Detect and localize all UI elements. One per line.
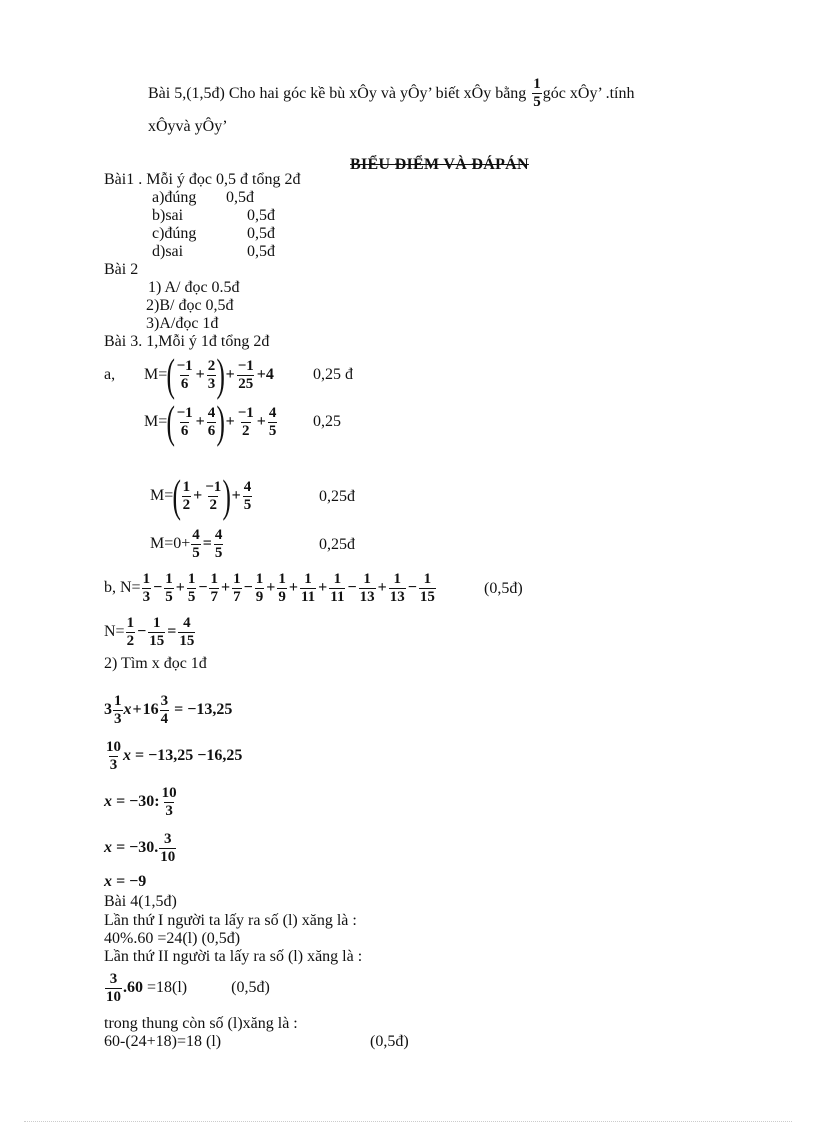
- plus-op: +: [220, 579, 231, 596]
- lparen: (: [166, 396, 176, 447]
- bai1-item-c: c)đúng: [152, 225, 197, 242]
- plus-op: +: [132, 701, 142, 718]
- plus-op: +: [256, 413, 266, 430]
- num: 3: [104, 701, 112, 718]
- frac: $\frac{-1}{25}$: [237, 357, 254, 392]
- frac: $\frac{1}{11}$: [330, 570, 345, 605]
- lparen: (: [166, 349, 176, 400]
- minus-op: −: [153, 579, 163, 596]
- result: −13,25 −16,25: [148, 747, 243, 764]
- bai1-title: Bài1 . Mỗi ý đọc 0,5 đ tổng 2đ: [104, 171, 301, 188]
- bai4-line5: trong thung còn số (l)xăng là :: [104, 1015, 298, 1032]
- problem5-line1: [148, 76, 634, 111]
- rest: =18(l) (0,5đ): [143, 979, 270, 996]
- bai4-line3: Lần thứ II người ta lấy ra số (l) xăng là :: [104, 948, 363, 965]
- result: −30.: [129, 839, 159, 856]
- result: −9: [129, 873, 147, 890]
- frac: $\frac{10}{3}$: [161, 784, 177, 819]
- score-a2: 0,25: [313, 413, 341, 430]
- frac: $\frac{1}{9}$: [255, 570, 264, 605]
- plus-op: +: [193, 487, 203, 504]
- m-label: M=: [144, 366, 168, 383]
- timx-eq5: [104, 873, 146, 891]
- frac: $\frac{1}{15}$: [149, 614, 165, 649]
- plus-op: +: [195, 366, 205, 383]
- bai3-a-label: a,: [104, 366, 116, 383]
- frac: $\frac{1}{2}$: [182, 478, 191, 513]
- frac: $\frac{4}{6}$: [207, 404, 216, 439]
- score-b: (0,5đ): [484, 580, 523, 597]
- b-label: b, N=: [104, 579, 141, 596]
- var-x: x: [123, 701, 132, 718]
- frac: $\frac{4}{15}$: [179, 614, 195, 649]
- plus-op: +: [195, 413, 205, 430]
- frac: $\frac{3}{10}$: [160, 830, 176, 865]
- frac: $\frac{1}{7}$: [210, 570, 218, 605]
- frac-den: 5: [533, 94, 541, 110]
- bai3-eq-a3: [150, 472, 253, 520]
- bai2-title: Bài 2: [104, 261, 139, 278]
- bai2-item-2: 2)B/ đọc 0,5đ: [146, 297, 234, 314]
- timx-title: 2) Tìm x đọc 1đ: [104, 655, 207, 672]
- timx-eq4: [104, 828, 177, 868]
- x-eq: x =: [104, 793, 126, 810]
- bai1-item-a: a)đúng: [152, 189, 197, 206]
- frac: $\frac{4}{5}$: [192, 526, 200, 561]
- plus-op: +: [377, 579, 387, 596]
- frac: $\frac{1}{11}$: [300, 570, 316, 605]
- problem5-line2: xÔyvà yÔy’: [148, 118, 228, 135]
- plus-op: +: [175, 579, 185, 596]
- frac: $\frac{1}{5}$: [187, 570, 196, 605]
- bai4-line6: 60-(24+18)=18 (l): [104, 1033, 222, 1050]
- bai4-line4: [104, 966, 270, 1010]
- bai3-eq-a1: [144, 351, 275, 399]
- score-a3: 0,25đ: [319, 488, 355, 505]
- rparen: ): [216, 396, 226, 447]
- rparen: ): [216, 349, 226, 400]
- x-eq: x =: [104, 873, 126, 890]
- frac: $\frac{1}{15}$: [419, 570, 435, 605]
- rparen: ): [222, 470, 232, 521]
- page-bottom-divider: [24, 1121, 792, 1122]
- problem5-fraction: [532, 76, 542, 111]
- bai1-item-d: d)sai: [152, 243, 184, 260]
- bai3-eq-n: [104, 610, 196, 654]
- bai1-score-d: 0,5đ: [247, 243, 275, 260]
- mid: .60: [123, 979, 143, 996]
- frac: $\frac{1}{13}$: [389, 570, 405, 605]
- bai2-item-3: 3)A/đọc 1đ: [146, 315, 219, 332]
- frac: $\frac{1}{3}$: [142, 570, 151, 605]
- frac: $\frac{-1}{2}$: [237, 404, 254, 439]
- plus-op: +: [266, 579, 276, 596]
- frac: $\frac{1}{7}$: [233, 570, 241, 605]
- frac: $\frac{3}{4}$: [160, 692, 169, 727]
- frac: $\frac{4}{5}$: [214, 526, 223, 561]
- bai3-eq-a2: [144, 398, 278, 446]
- minus-op: −: [407, 579, 417, 596]
- frac: $\frac{4}{5}$: [243, 478, 252, 513]
- result: −30:: [129, 793, 160, 810]
- num: 16: [142, 701, 159, 718]
- frac: $\frac{10}{3}$: [106, 738, 121, 773]
- n-label: N=: [104, 623, 125, 640]
- bai1-score-a: 0,5đ: [226, 189, 254, 206]
- lparen: (: [172, 470, 182, 521]
- bai4-title: Bài 4(1,5đ): [104, 893, 177, 910]
- minus-op: −: [137, 623, 147, 640]
- frac: $\frac{1}{13}$: [359, 570, 375, 605]
- minus-op: −: [198, 579, 208, 596]
- bai2-item-1: 1) A/ đọc 0.5đ: [148, 279, 240, 296]
- timx-eq2: [104, 736, 242, 776]
- plus-four: +4: [256, 366, 274, 383]
- x-eq: x =: [104, 839, 126, 856]
- frac: $\frac{1}{2}$: [126, 614, 135, 649]
- frac: $\frac{-1}{2}$: [205, 478, 222, 513]
- frac: $\frac{2}{3}$: [207, 357, 216, 392]
- plus-op: +: [231, 487, 241, 504]
- minus-op: −: [243, 579, 253, 596]
- bai4-line6-score: (0,5đ): [370, 1033, 409, 1050]
- page-heading: BIỂU ĐIỂM VÀ ĐÁPÁN: [350, 156, 529, 173]
- result: −13,25: [187, 701, 233, 718]
- score-a4: 0,25đ: [319, 536, 355, 553]
- plus-op: +: [225, 413, 235, 430]
- bai1-score-b: 0,5đ: [247, 207, 275, 224]
- m-label: M=: [144, 413, 168, 430]
- frac: $\frac{4}{5}$: [268, 404, 277, 439]
- frac: $\frac{-1}{6}$: [176, 404, 193, 439]
- frac: $\frac{1}{3}$: [114, 692, 122, 727]
- bai1-score-c: 0,5đ: [247, 225, 275, 242]
- eq-op: =: [202, 535, 212, 552]
- frac-num: 1: [533, 76, 541, 92]
- timx-eq3: [104, 782, 179, 822]
- bai3-title: Bài 3. 1,Mỗi ý 1đ tổng 2đ: [104, 333, 270, 350]
- frac: $\frac{1}{9}$: [278, 570, 286, 605]
- problem5-text-a: Bài 5,(1,5đ) Cho hai góc kề bù xÔy và yÔy’ biết xÔy bằng: [148, 84, 527, 102]
- eq-op: =: [167, 623, 177, 640]
- eq-op: =: [174, 701, 184, 718]
- plus-op: +: [318, 579, 328, 596]
- bai3-eq-b: [104, 566, 437, 610]
- score-a1: 0,25 đ: [313, 366, 353, 383]
- frac: $\frac{-1}{6}$: [176, 357, 193, 392]
- problem5-text-b: góc xÔy’ .tính: [542, 84, 635, 102]
- plus-op: +: [288, 579, 298, 596]
- bai1-item-b: b)sai: [152, 207, 184, 224]
- bai4-line1: Lần thứ I người ta lấy ra số (l) xăng là :: [104, 912, 357, 929]
- m-label: M=: [150, 487, 174, 504]
- frac: $\frac{1}{5}$: [165, 570, 173, 605]
- var-x: x: [123, 747, 131, 764]
- m0-label: M=0+: [150, 535, 191, 552]
- plus-op: +: [225, 366, 235, 383]
- bai4-line2: 40%.60 =24(l) (0,5đ): [104, 930, 241, 947]
- frac: $\frac{3}{10}$: [106, 970, 121, 1005]
- eq-op: =: [135, 747, 145, 764]
- timx-eq1: [104, 690, 232, 730]
- minus-op: −: [347, 579, 357, 596]
- bai3-eq-a4: [150, 522, 224, 566]
